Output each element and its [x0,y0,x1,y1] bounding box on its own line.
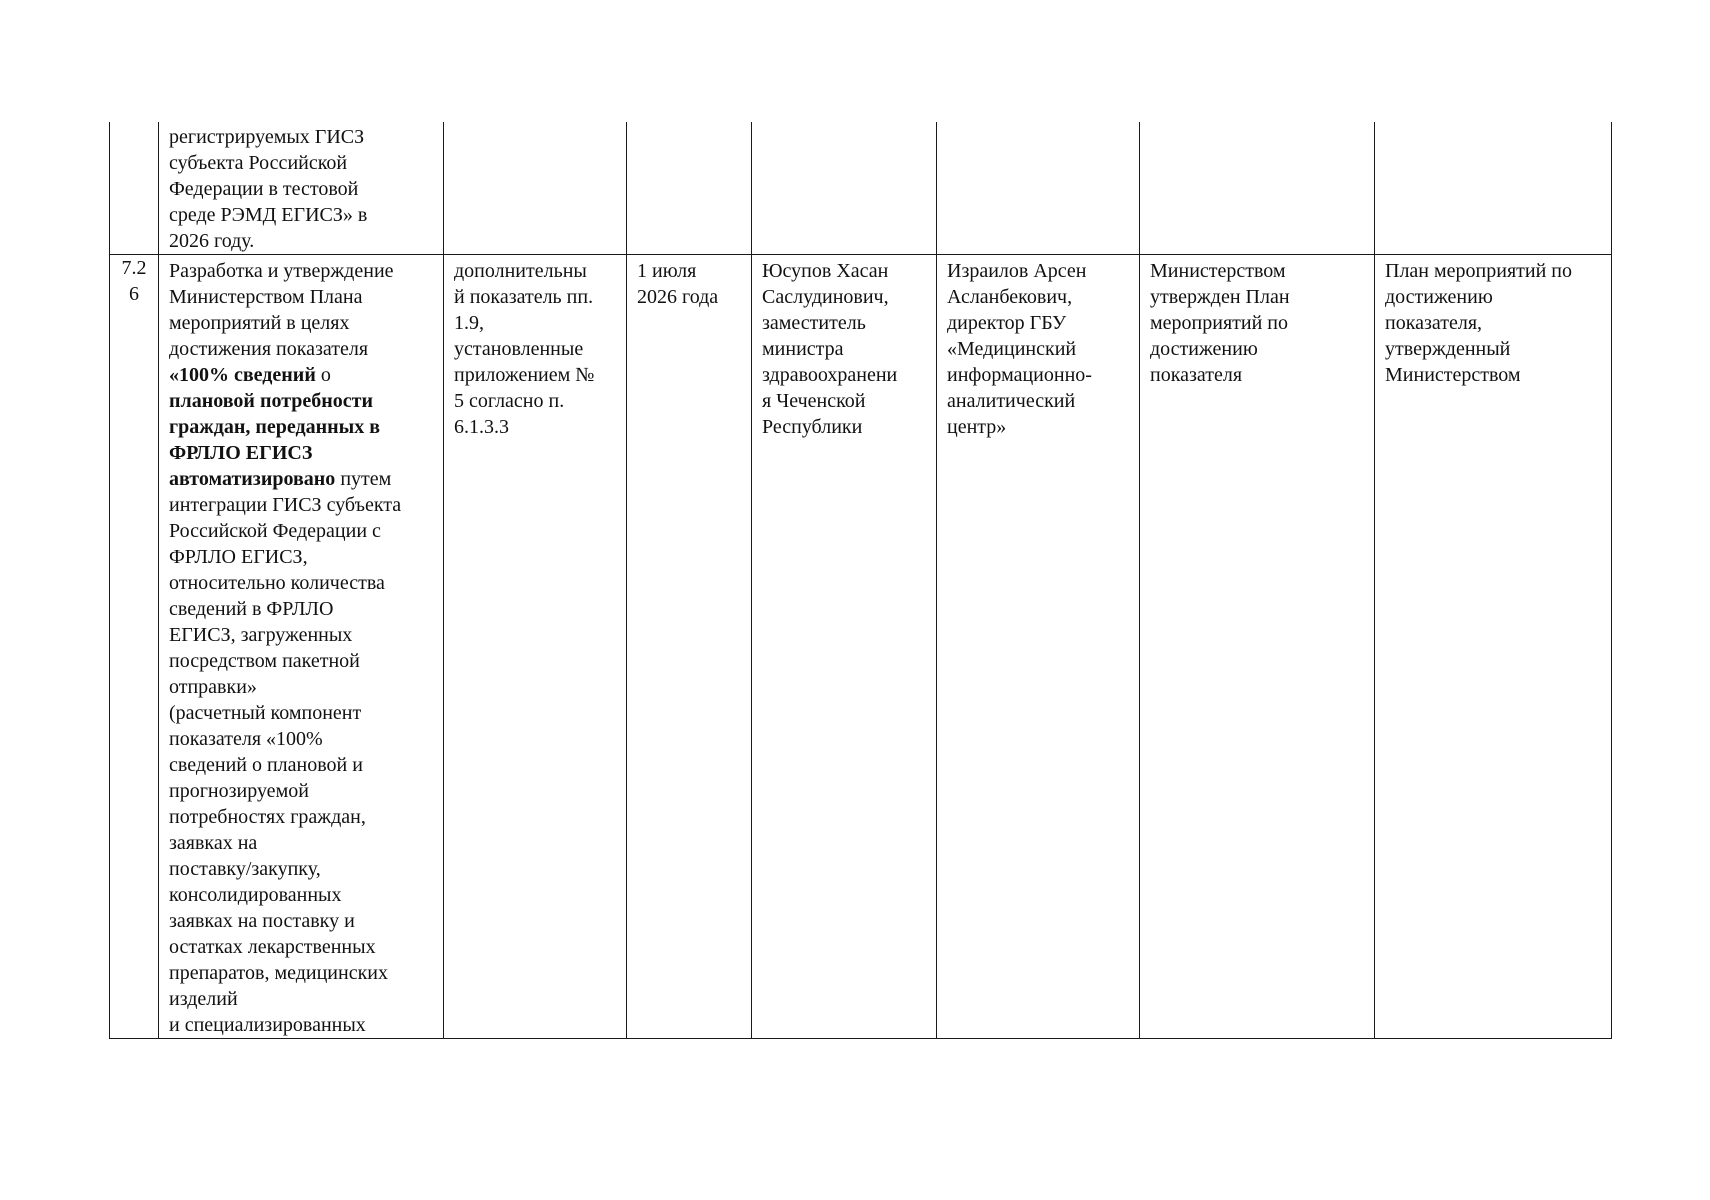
cell-event-name [159,255,444,1039]
text-run: консолидированных [169,884,342,906]
text-run: потребностях граждан, [169,806,366,828]
text-run: относительно количества [169,572,385,594]
text-line [169,336,433,362]
cell-responsible [752,122,937,255]
bold-text: ФРЛЛО ЕГИСЗ [169,442,313,464]
text-line: 2026 года [637,286,719,308]
text-line: 5 согласно п. [454,390,565,412]
row-number-line: 6 [129,283,139,305]
text-line: я Чеченской [762,390,866,412]
text-line [169,622,433,648]
text-line: утвержденный [1385,338,1511,360]
text-line [169,440,433,466]
text-line: 6.1.3.3 [454,416,509,438]
cell-number [110,255,159,1039]
text-line [169,752,433,778]
text-line [169,466,433,492]
text-line: здравоохранени [762,364,898,386]
text-run: заявках на поставку и [169,910,355,932]
text-line [169,934,433,960]
cell-result [1140,122,1375,255]
text-line: центр» [947,416,1007,438]
cell-document [1375,255,1612,1039]
text-line: дополнительны [454,260,587,282]
text-line: заместитель [762,312,866,334]
text-line [169,518,433,544]
text-line: й показатель пп. [454,286,594,308]
text-line [169,882,433,908]
text-run: отправки» [169,676,257,698]
text-line [169,310,433,336]
table-row-continuation [110,122,1612,255]
text-line: директор ГБУ [947,312,1067,334]
bold-text: граждан, переданных в [169,416,381,438]
cell-basis [444,122,627,255]
text-line [169,284,433,310]
text-line: 1.9, [454,312,484,334]
text-line: министра [762,338,844,360]
text-run: о [315,364,331,386]
text-line: мероприятий по [1150,312,1288,334]
text-line [169,778,433,804]
text-line [169,908,433,934]
text-line: приложением № [454,364,595,386]
text-run: ФРЛЛО ЕГИСЗ, [169,546,308,568]
text-run: и специализированных [169,1014,366,1036]
text-run: заявках на [169,832,258,854]
table-row-7-26 [110,255,1612,1039]
text-run: препаратов, медицинских [169,962,388,984]
text-line: показателя, [1385,312,1483,334]
text-run: показателя «100% [169,728,323,750]
text-line [169,258,433,284]
text-line: субъекта Российской [169,152,348,174]
text-run: изделий [169,988,238,1010]
text-line: регистрируемых ГИСЗ [169,126,365,148]
text-run: Министерством Плана [169,286,363,308]
text-line [169,596,433,622]
text-run: сведений в ФРЛЛО [169,598,334,620]
text-line: достижению [1385,286,1493,308]
text-line: Республики [762,416,863,438]
text-line [169,492,433,518]
text-line [169,960,433,986]
cell-basis [444,255,627,1039]
text-run: посредством пакетной [169,650,360,672]
text-line [169,570,433,596]
text-line [169,388,433,414]
text-line [169,674,433,700]
text-run: прогнозируемой [169,780,309,802]
cell-event-name [159,122,444,255]
text-line [169,986,433,1012]
text-line [169,700,433,726]
row-number-line: 7.2 [121,257,147,279]
text-line [169,726,433,752]
text-run: путем [335,468,392,490]
text-run: остатках лекарственных [169,936,376,958]
cell-deadline [627,255,752,1039]
text-line: достижению [1150,338,1258,360]
text-run: поставку/закупку, [169,858,321,880]
text-line: Министерством [1385,364,1521,386]
text-line: Юсупов Хасан [762,260,889,282]
cell-deadline [627,122,752,255]
bold-text: «100% сведений [169,364,316,386]
cell-document [1375,122,1612,255]
plan-table [109,122,1612,1039]
text-line: «Медицинский [947,338,1077,360]
text-run: Разработка и утверждение [169,260,394,282]
text-run: интеграции ГИСЗ субъекта [169,494,402,516]
text-line: информационно- [947,364,1092,386]
text-line: установленные [454,338,584,360]
text-line [169,414,433,440]
text-line: Министерством [1150,260,1286,282]
cell-number [110,122,159,255]
text-line: Асланбекович, [947,286,1073,308]
text-line: Израилов Арсен [947,260,1087,282]
text-line: 2026 году. [169,230,255,252]
cell-result [1140,255,1375,1039]
cell-responsible [752,255,937,1039]
text-run: мероприятий в целях [169,312,350,334]
text-line [169,856,433,882]
text-line: Саслудинович, [762,286,889,308]
text-line: Федерации в тестовой [169,178,359,200]
text-line [169,648,433,674]
text-line: 1 июля [637,260,697,282]
bold-text: автоматизировано [169,468,336,490]
text-line: показателя [1150,364,1243,386]
text-line [169,830,433,856]
text-line [169,544,433,570]
text-run: ЕГИСЗ, загруженных [169,624,353,646]
text-line: утвержден План [1150,286,1290,308]
text-run: Российской Федерации с [169,520,381,542]
cell-executor [937,122,1140,255]
bold-text: плановой потребности [169,390,374,412]
text-line [169,804,433,830]
text-line: аналитический [947,390,1076,412]
text-line [169,362,433,388]
text-line: среде РЭМД ЕГИСЗ» в [169,204,368,226]
text-run: (расчетный компонент [169,702,362,724]
text-run: сведений о плановой и [169,754,363,776]
text-line [169,1012,433,1038]
text-run: достижения показателя [169,338,369,360]
cell-executor [937,255,1140,1039]
text-line: План мероприятий по [1385,260,1572,282]
